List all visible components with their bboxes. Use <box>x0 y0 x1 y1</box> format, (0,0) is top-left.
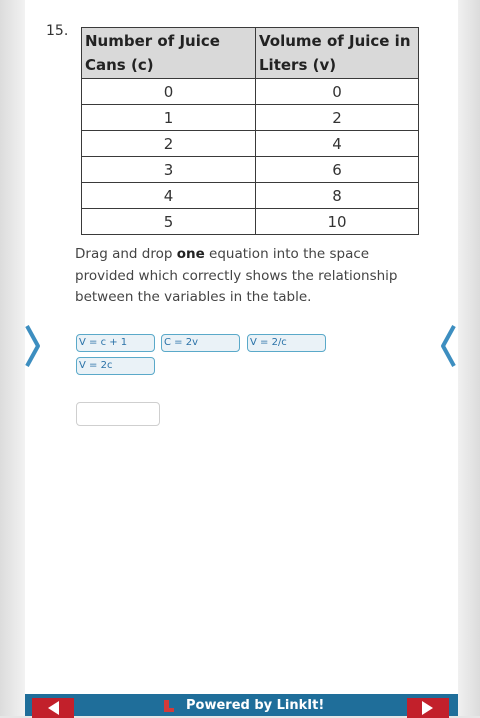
table-header-cans: Number of Juice Cans (c) <box>82 28 256 79</box>
table-header-volume: Volume of Juice in Liters (v) <box>256 28 419 79</box>
table-cell-cans: 2 <box>82 131 256 157</box>
left-frame <box>0 0 25 716</box>
table-row <box>82 183 419 209</box>
choice-chip-c-equals-2v[interactable]: C = 2v <box>161 334 240 352</box>
arrow-left-icon <box>45 700 61 716</box>
question-number: 15. <box>46 23 69 39</box>
table-cell-volume: 6 <box>256 157 419 183</box>
table-cell-volume: 10 <box>256 209 419 235</box>
instructions-emphasis: one <box>176 246 205 262</box>
table-row <box>82 157 419 183</box>
instructions-rest: equation into the space provided which correctly shows the relationship between the variables in the table. <box>75 246 398 305</box>
choice-chip-v-equals-2c[interactable]: V = 2c <box>76 357 155 375</box>
table-cell-cans: 4 <box>82 183 256 209</box>
table-cell-volume: 0 <box>256 79 419 105</box>
table-cell-cans: 0 <box>82 79 256 105</box>
table-row <box>82 105 419 131</box>
next-question-arrow[interactable] <box>440 323 456 369</box>
table-row <box>82 131 419 157</box>
instructions-lead: Drag and drop <box>75 246 177 262</box>
table-cell-cans: 5 <box>82 209 256 235</box>
footer-bar <box>25 694 458 716</box>
previous-button[interactable] <box>32 698 74 718</box>
table-cell-cans: 1 <box>82 105 256 131</box>
table-header-row <box>82 28 419 79</box>
table-row <box>82 79 419 105</box>
data-table <box>81 27 419 235</box>
answer-dropzone[interactable] <box>76 402 160 426</box>
chevron-right-icon <box>25 323 41 369</box>
prev-question-arrow[interactable] <box>25 323 41 369</box>
next-button[interactable] <box>407 698 449 718</box>
question-instructions <box>75 244 420 309</box>
powered-by <box>162 696 324 716</box>
right-frame <box>458 0 480 716</box>
powered-by-text: Powered by LinkIt! <box>186 698 325 713</box>
chevron-left-icon <box>440 323 456 369</box>
linkit-logo-icon <box>162 699 176 713</box>
choice-chip-v-equals-c-plus-1[interactable]: V = c + 1 <box>76 334 155 352</box>
table-cell-volume: 8 <box>256 183 419 209</box>
table-cell-cans: 3 <box>82 157 256 183</box>
table-row <box>82 209 419 235</box>
table-cell-volume: 4 <box>256 131 419 157</box>
arrow-right-icon <box>420 700 436 716</box>
table-cell-volume: 2 <box>256 105 419 131</box>
choice-chip-v-equals-2-over-c[interactable]: V = 2/c <box>247 334 326 352</box>
